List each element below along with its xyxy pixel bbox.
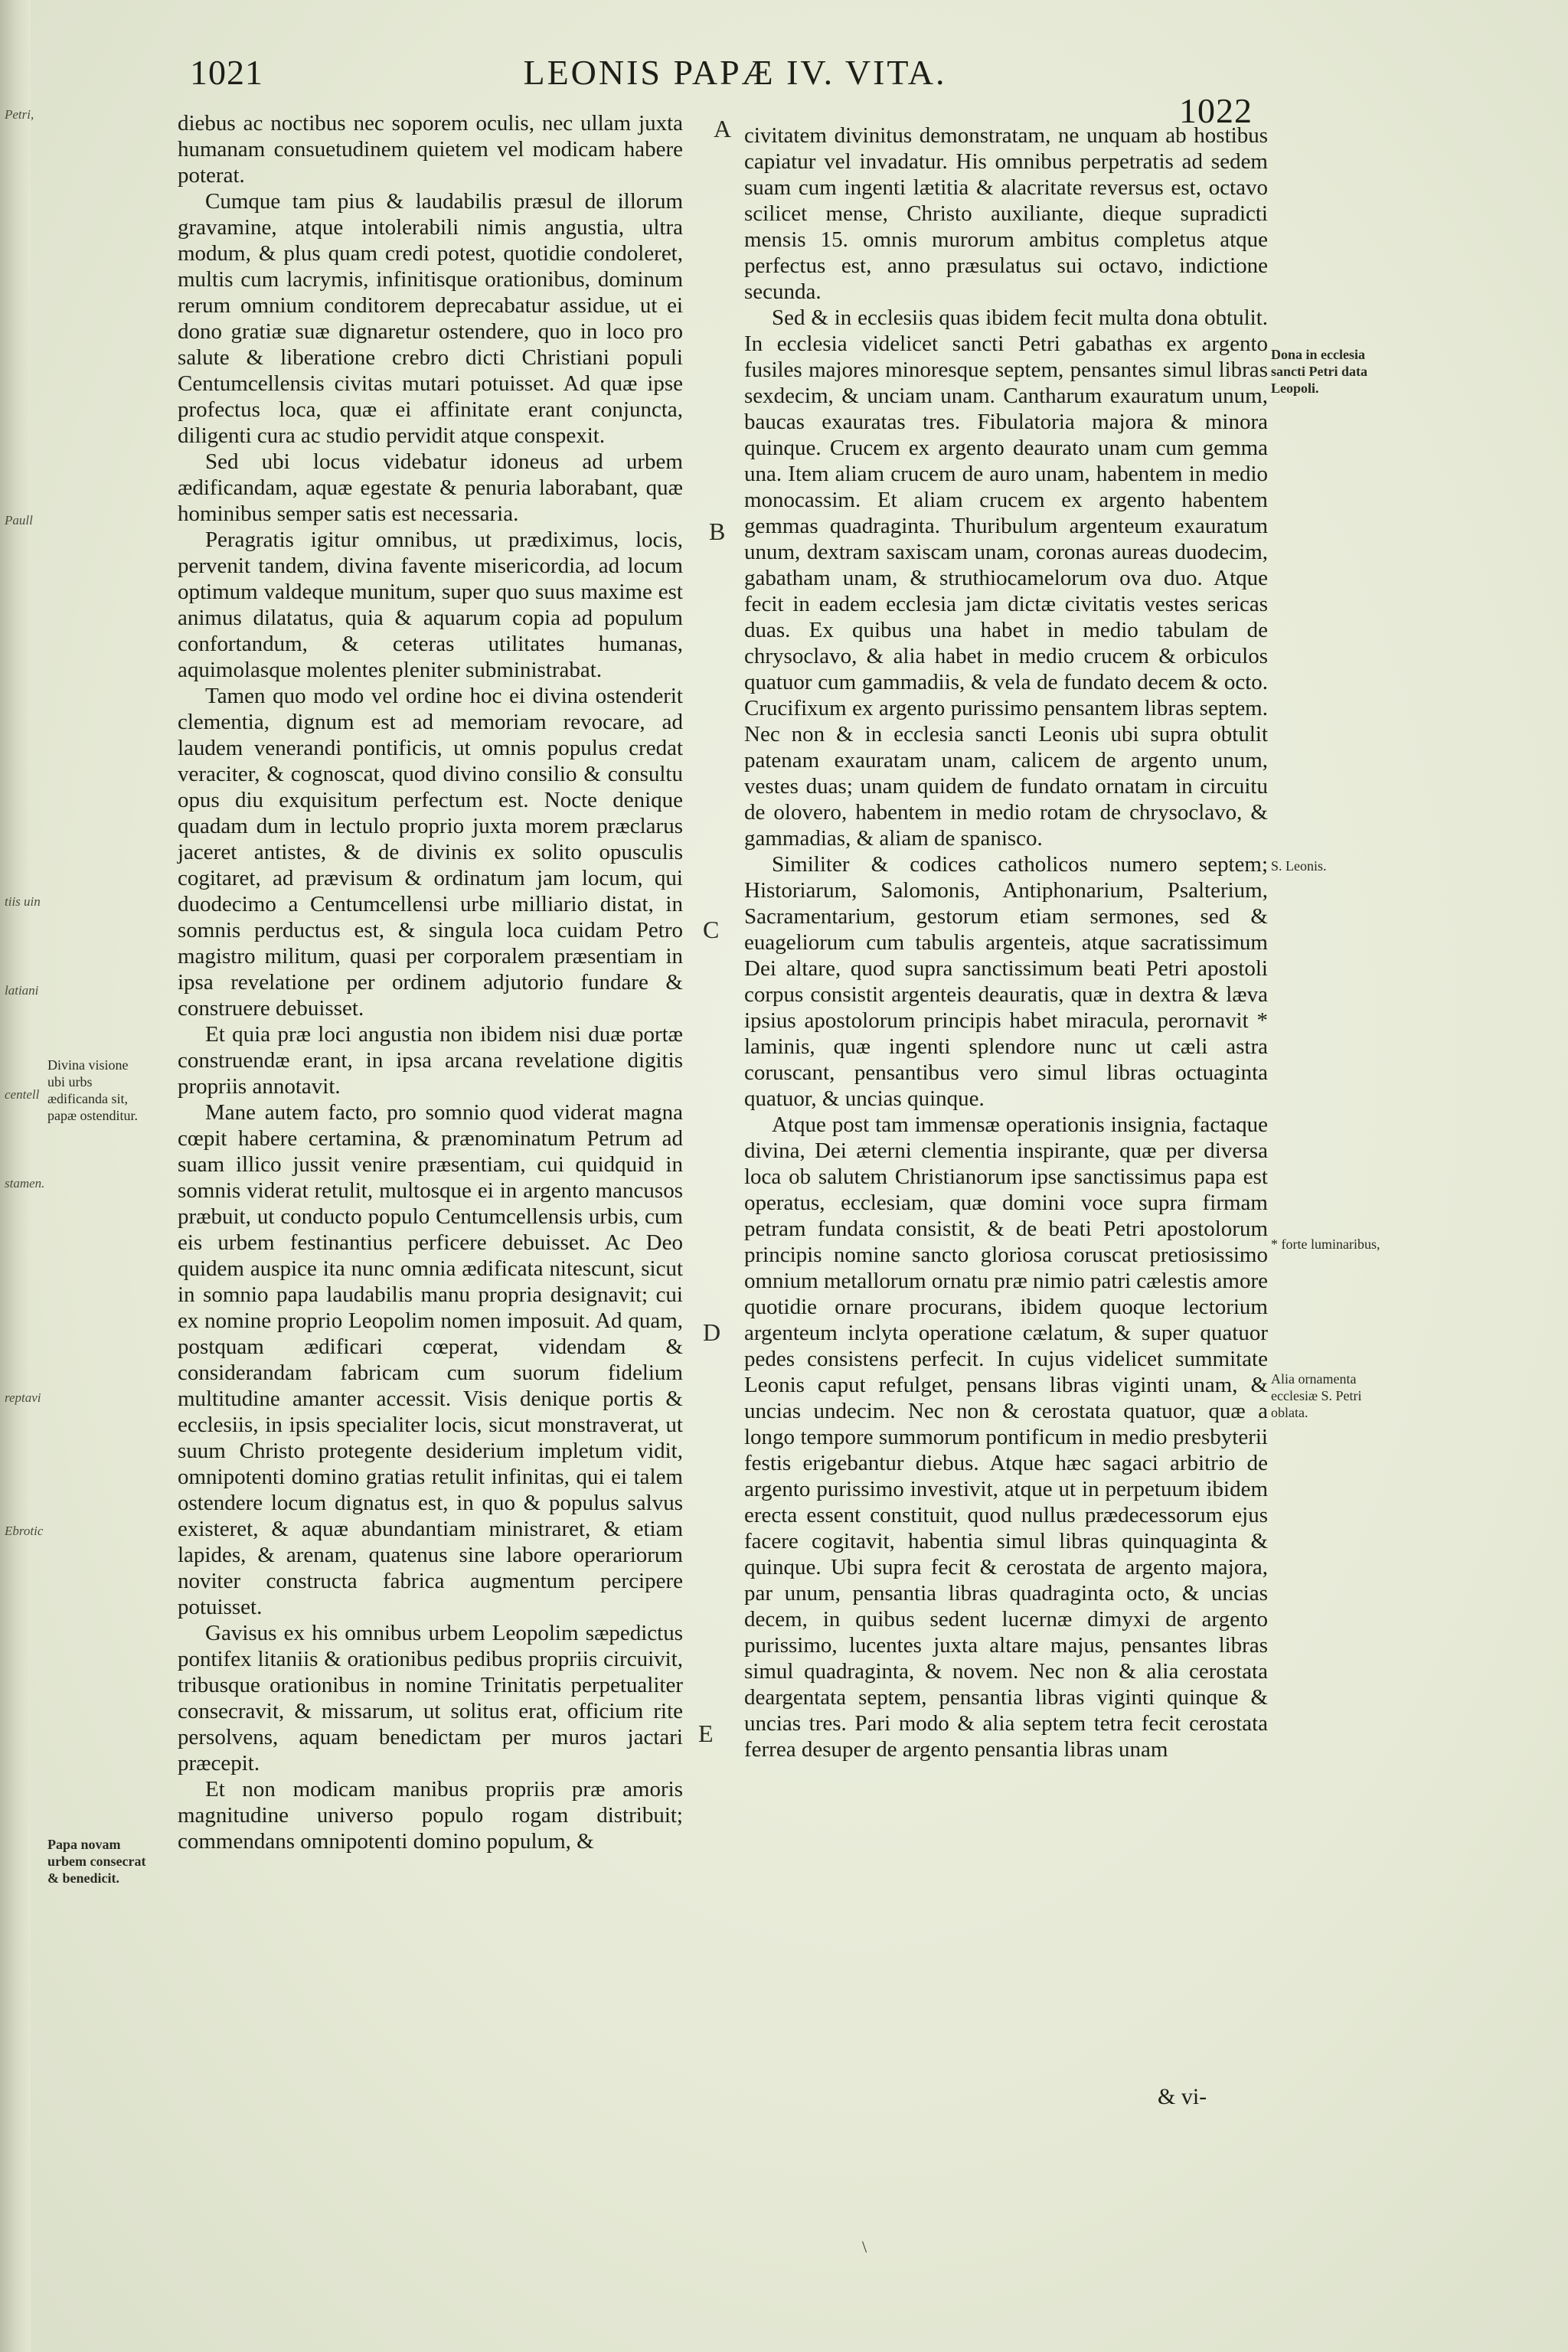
- paragraph: Et non modicam manibus propriis præ amoris magnitudine universo populo rogam distribuit; commendans omnipotenti domino populum, &: [178, 1777, 683, 1854]
- section-marker-e: E: [698, 1720, 714, 1747]
- margin-note: S. Leonis.: [1271, 858, 1327, 874]
- paragraph: Peragratis igitur omnibus, ut prædiximus, locis, pervenit tandem, divina favente misericordia, ad locum optimum valdeque munitum, super quo suus maxime est animus dilatatus, quia & aquarum copia ad populum confortandum, & ceteras utilitates humanas, aquimolasque molentes pleniter subministrabat.: [178, 528, 683, 682]
- margin-note: Divina visione ubi urbs ædificanda sit, papæ ostenditur.: [47, 1057, 138, 1123]
- prev-page-fragment: Ebrotic: [5, 1524, 44, 1538]
- prev-page-fragment: Petri,: [5, 107, 34, 122]
- running-title: LEONIS PAPÆ IV. VITA.: [523, 53, 947, 92]
- margin-note: Papa novam urbem consecrat & benedicit.: [47, 1837, 146, 1886]
- section-marker-d: D: [703, 1318, 721, 1346]
- prev-page-fragment: stamen.: [5, 1176, 45, 1191]
- printer-mark: \: [862, 2237, 867, 2256]
- margin-note: Alia ornamenta ecclesiæ S. Petri oblata.: [1271, 1371, 1362, 1420]
- prev-page-fragment: centell: [5, 1087, 40, 1102]
- margin-note: Dona in ecclesia sancti Petri data Leopoli.: [1271, 347, 1367, 396]
- paragraph: Tamen quo modo vel ordine hoc ei divina ostenderit clementia, dignum est ad memoriam revocare, ad laudem venerandi pontificis, ut omnis populus credat veraciter, & cognoscat, quod divino consilio & consultu opus diu exquisitum perfectum est. Nocte denique quadam dum in lectulo proprio juxta morem præclarus jaceret antistes, & de divinis ex solito opusculis cogitaret, ad prævisum & ordinatum jam locum, qui duodecimo a Centumcellensi urbe milliario distat, in somnis perductus est, & singula loca cuidam Petro magistro militum, quasi per corporalem præsentiam in ipsa revelatione per ordinem adjutorio fundare & construere debuisset.: [178, 684, 683, 1021]
- paragraph: Sed & in ecclesiis quas ibidem fecit multa dona obtulit. In ecclesia videlicet sancti Petri gabathas ex argento fusiles majores minoresque septem, pensantes simul libras sexdecim, & unciam unam. Cantharum exauratum unum, baucas exauratas tres. Fibulatoria majora & minora quinque. Crucem ex argento deaurato unam cum gemma una. Item aliam crucem de auro unam, habentem in medio monocassim. Et aliam crucem ex argento habentem gemmas quadraginta. Thuribulum argenteum exauratum unum, dextram saxiscam unam, coronas aureas duodecim, gabatham unam, & struthiocamelorum ova duo. Atque fecit in eadem ecclesia jam dictæ civitatis vestes sericas duas. Ex quibus una habet in medio tabulam de chrysoclavo, & alia habet in medio crucem & orbiculos quatuor cum gammadiis, & vela de fundato decem & octo. Crucifixum ex argento purissimo pensantem libras septem. Nec non & in ecclesia sancti Leonis ubi supra obtulit patenam exauratam unam, calicem de argento unum, vestes duas; unam quidem de fundato ornatam in circuitu de olovero, habentem in medio rotam de chrysoclavo, & gammadias, & aliam de spanisco.: [744, 305, 1268, 851]
- paragraph: Atque post tam immensæ operationis insignia, factaque divina, Dei æterni clementia inspirante, quæ per diversa loca ob salutem Christianorum ipse sanctissimus papa est operatus, ecclesiam, quæ domini voce supra firmam petram fundata consistit, & de beati Petri apostolorum principis nomine sancto gloriosa coruscat pretiosissimo omnium metallorum ornatu præ nimio patri cælestis amore quotidie ornare procurans, ibidem quoque lectorium argenteum inclyta operatione cælatum, & super quatuor pedes consistens perfecit. In cujus videlicet summitate Leonis caput refulget, pensans libras viginti unam, & uncias undecim. Nec non & cerostata quatuor, quæ a longo tempore summorum pontificum in medio presbyterii festis erigebantur diebus. Atque hæc sagaci arbitrio de argento purissimo investivit, atque ut in perpetuum ibidem erecta essent constituit, quod nullus prædecessorum ejus facere cogitavit, habentia simul libras quinquaginta & quinque. Ubi supra fecit & cerostata de argento majora, par unum, pensantia libras quadraginta octo, & uncias decem, in quibus sedent lucernæ dimyxi de argento purissimo, lucentes juxta altare majus, pensantes libras simul quadraginta, & novem. Nec non & alia cerostata deargentata septem, pensantia libras viginti quinque & uncias tres. Pari modo & alia septem tetra fecit cerostata ferrea desuper de argento pensantia libras unam: [744, 1112, 1268, 1762]
- paragraph: Similiter & codices catholicos numero septem; Historiarum, Salomonis, Antiphonarium, Psalterium, Sacramentarium, gestorum etiam sermones, sed & euageliorum cum tabulis argenteis, atque sacratissimum Dei altare, quod supra sanctissimum beati Petri apostoli corpus consistit argenteis deauratis, quæ in dextra & læva ipsius apostolorum principis habet miracula, perornavit * laminis, quæ ingenti splendore nunc ut cæli astra coruscant, pensantibus vero simul libras octuaginta quatuor, & uncias quinque.: [744, 852, 1268, 1111]
- section-marker-a: A: [714, 115, 732, 142]
- paragraph: Et quia præ loci angustia non ibidem nisi duæ portæ construendæ erant, in ipsa arcana revelatione digitis propriis annotavit.: [178, 1022, 683, 1099]
- paragraph: Cumque tam pius & laudabilis præsul de illorum gravamine, atque intolerabili nimis angustia, ultra modum, & plus quam credi potest, quotidie condoleret, multis cum lacrymis, infinitisque orationibus, dominum rerum omnium conditorem deprecabatur assidue, ut ei dono gratiæ suæ dignaretur ostendere, quo in loco pro salute & liberatione crebro dicti Christiani populi Centumcellensis civitas mutari potuisset. Ad quæ ipse profectus loca, quæ ei affinitate erant conjuncta, diligenti cura ac studio pervidit atque conspexit.: [178, 189, 683, 448]
- page-number-right: 1022: [1179, 91, 1253, 130]
- section-marker-b: B: [709, 518, 726, 545]
- page-number-left: 1021: [190, 53, 263, 92]
- paragraph: diebus ac noctibus nec soporem oculis, nec ullam juxta humanam consuetudinem quietem vel modicam habere poterat.: [178, 111, 683, 188]
- prev-page-fragment: reptavi: [5, 1390, 41, 1405]
- paragraph: civitatem divinitus demonstratam, ne unquam ab hostibus capiatur vel invadatur. His omnibus perpetratis ad sedem suam cum ingenti lætitia & alacritate reversus est, octavo scilicet mense, Christo auxiliante, dieque supradicti mensis 15. omnis murorum ambitus completus atque perfectus est, anno præsulatus sui octavo, indictione secunda.: [744, 123, 1268, 304]
- paragraph: Gavisus ex his omnibus urbem Leopolim sæpedictus pontifex litaniis & orationibus pedibus propriis circuivit, tribusque orationibus in nomine Trinitatis perpetualiter consecravit, & missarum, ut solitus erat, officium rite persolvens, aquam benedictam per muros jactari præcepit.: [178, 1621, 683, 1775]
- prev-page-fragment: latiani: [5, 983, 39, 998]
- paragraph: Sed ubi locus videbatur idoneus ad urbem ædificandam, aquæ egestate & penuria laborabant, quæ hominibus semper satis est necessaria.: [178, 449, 683, 526]
- section-marker-c: C: [703, 916, 720, 943]
- margin-note: * forte luminaribus,: [1271, 1236, 1380, 1252]
- prev-page-fragment: Paull: [5, 513, 33, 528]
- prev-page-fragment: tiis uin: [5, 894, 41, 909]
- paragraph: Mane autem facto, pro somnio quod viderat magna cœpit habere certamina, & prænominatum Petrum ad suam illico jussit venire præsentiam, cui quidquid in somnis viderat retulit, multosque ei in argento mancusos præbuit, ut conducto populo Centumcellensis urbis, cum eis urbem festinantius perficere debuisset. Ac Deo quidem auspice ita nunc omnia ædificata nitescunt, sicut in somnio papa laudabilis manu propria designavit; cui ex nomine proprio Leopolim nomen imposuit. Ad quam, postquam ædificari cœperat, videndam & considerandam fabricam cum suorum fidelium multitudine amanter accessit. Visis denique portis & ecclesiis, in ipsis specialiter locis, sicut monstraverat, ut suum Christo protegente desiderium impletum vidit, omnipotenti domino gratias retulit infinitas, qui ei talem ostendere locum dignatus est, in quo & populus salvus existeret, & aquæ abundantiam ministraret, & etiam lapides, & arenam, quatenus sine labore operariorum noviter constructa fabrica augmentum percipere potuisset.: [178, 1100, 683, 1619]
- catchword: & vi-: [1158, 2084, 1207, 2109]
- right-column: [744, 122, 1268, 1762]
- left-column: [178, 110, 683, 1854]
